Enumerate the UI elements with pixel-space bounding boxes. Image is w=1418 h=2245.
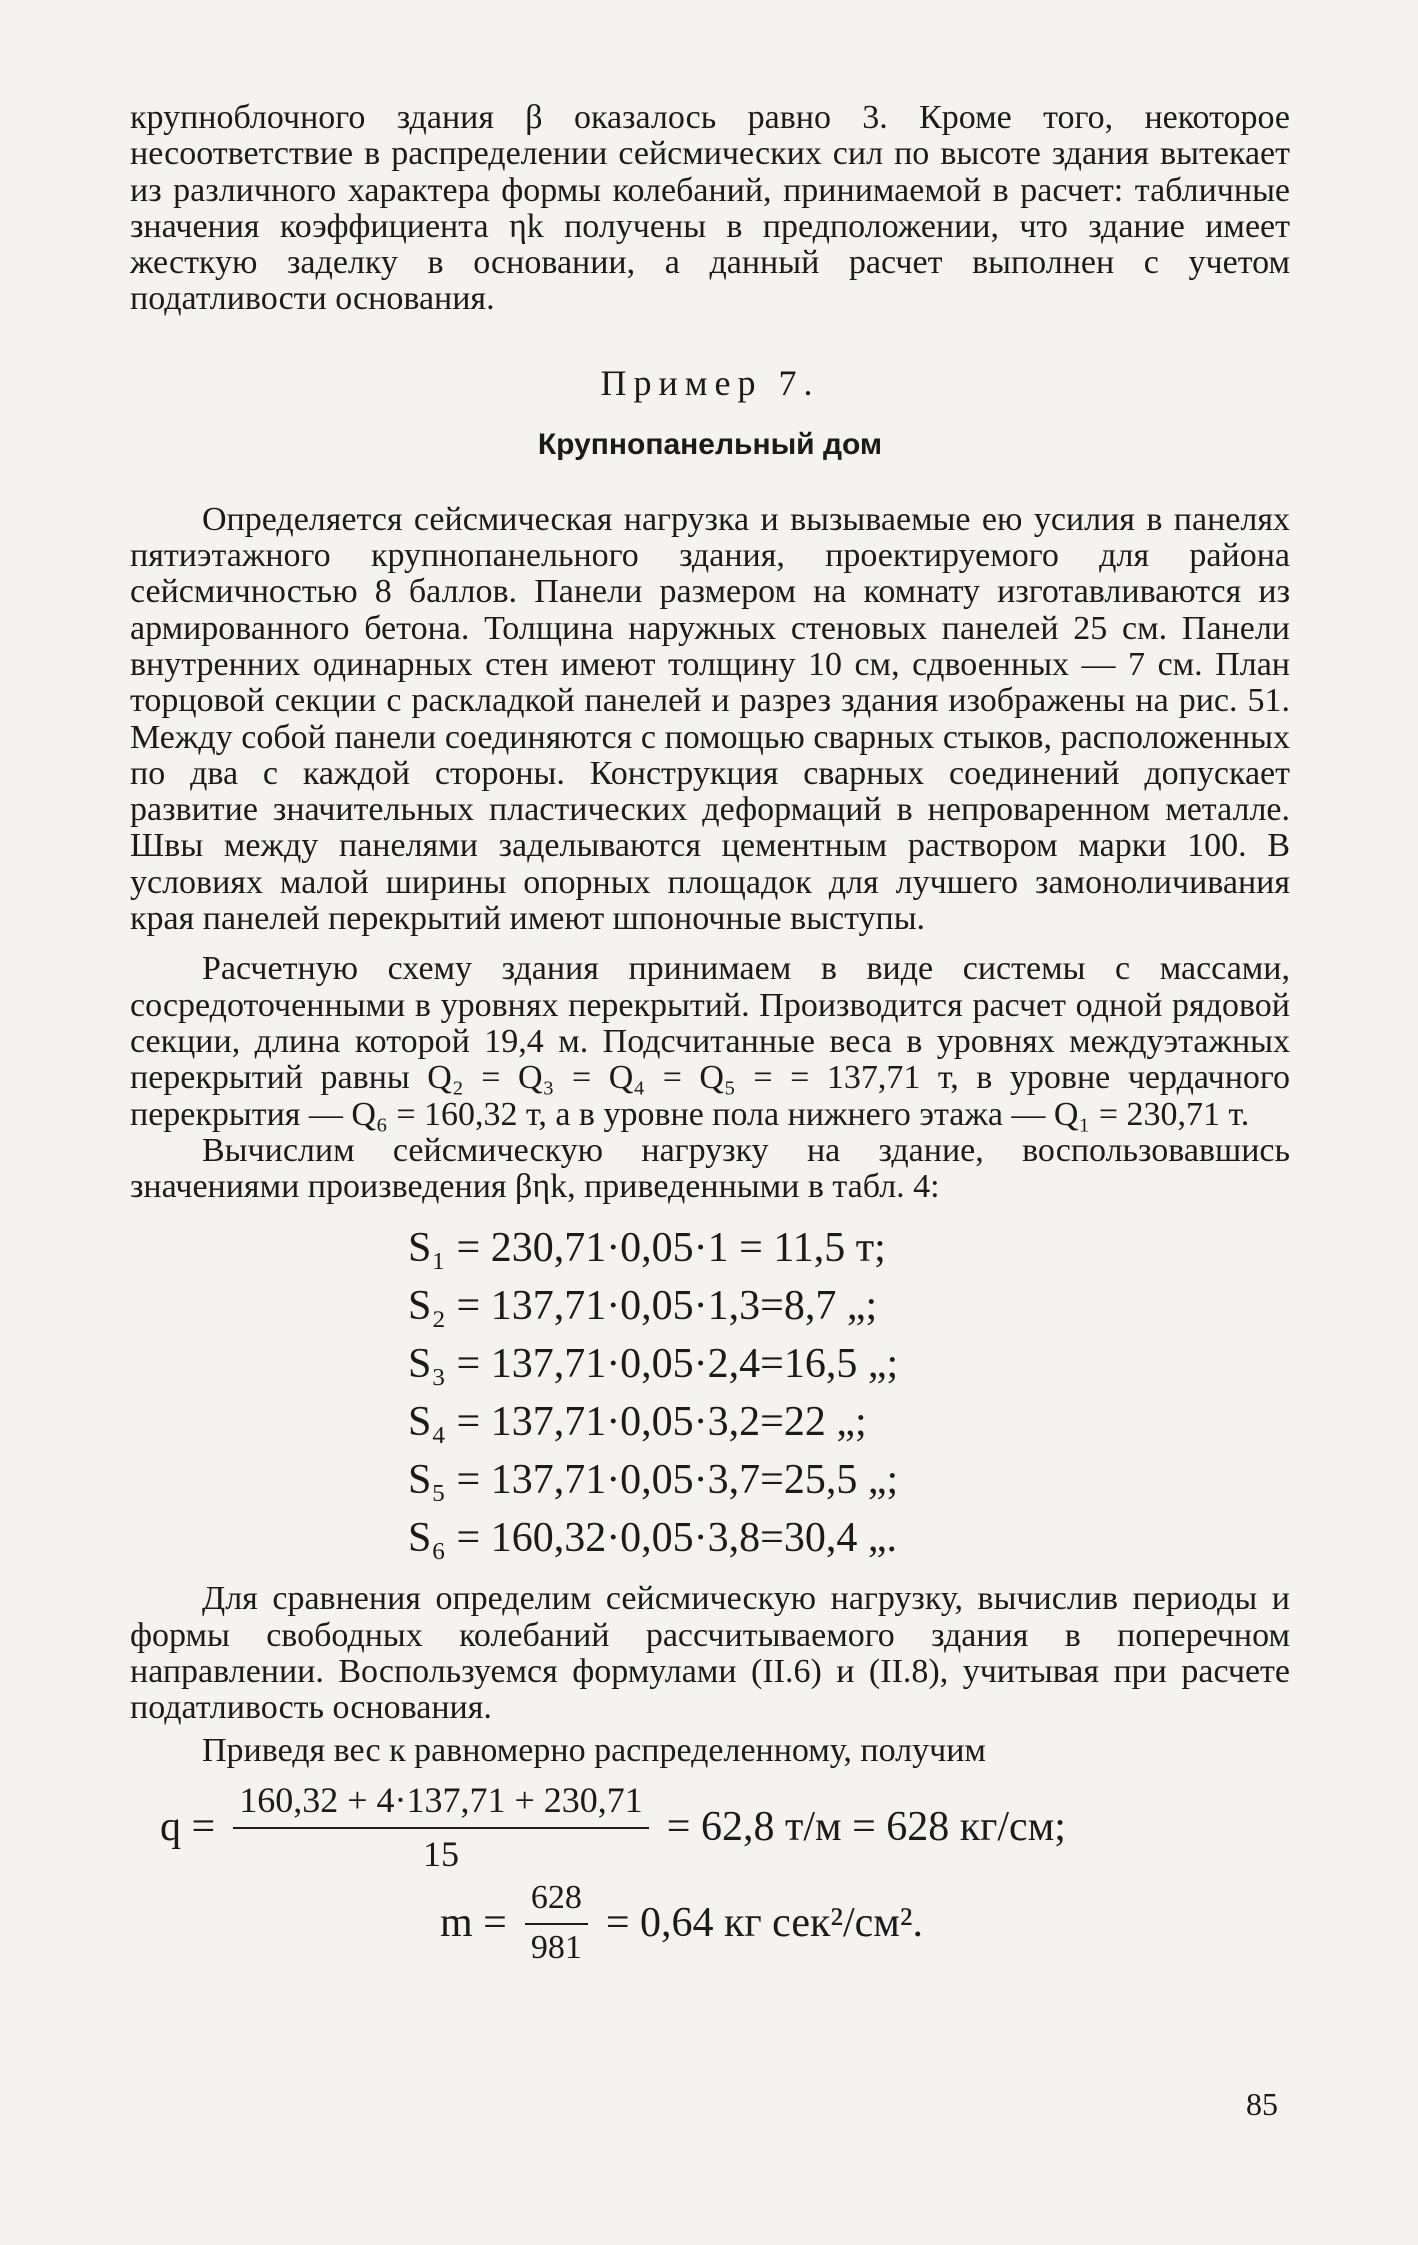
formula-q xyxy=(160,1779,1290,1875)
page-body xyxy=(130,100,1290,1967)
equation-s1: S₁ = 230,71·0,05·1 = 11,5 т; xyxy=(408,1225,886,1272)
equation-s3: S₃ = 137,71·0,05·2,4=16,5 „; xyxy=(408,1341,899,1388)
section-title: Крупнопанельный дом xyxy=(537,427,883,461)
formula-m-fraction xyxy=(525,1879,588,1967)
formula-q-numerator: 160,32 + 4·137,71 + 230,71 xyxy=(233,1779,649,1829)
example-label: Пример 7. xyxy=(600,362,820,403)
formula-m-denominator: 981 xyxy=(530,1928,582,1966)
equation-s5: S₅ = 137,71·0,05·3,7=25,5 „; xyxy=(408,1457,899,1504)
intro-paragraph: крупноблочного здания β оказалось равно 3. Кроме того, некоторое несоответствие в распределении сейсмических сил по высоте здания вытекает из различного характера формы колебаний, принимаемой в расчет: табличные значения коэффициента ηk получены в предположении, что здание имеет жесткую заделку в основании, а данный расчет выполнен с учетом податливости основания. xyxy=(130,99,1290,318)
formula-m xyxy=(440,1879,1290,1967)
page-number: 85 xyxy=(1246,2086,1278,2122)
formula-m-rhs: = 0,64 кг сек²/см². xyxy=(605,1899,923,1946)
paragraph-design-scheme: Расчетную схему здания принимаем в виде системы с массами, сосредоточенными в уровнях перекрытий. Производится расчет одной рядовой секции, длина которой 19,4 м. Подсчитанные веса в уровнях междуэтажных перекрытий равны Q₂ = Q₃ = Q₄ = Q₅ = = 137,71 т, в уровне чердачного перекрытия — Q₆ = 160,32 т, а в уровне пола нижнего этажа — Q₁ = 230,71 т. xyxy=(130,950,1290,1133)
load-equations xyxy=(408,1219,1290,1567)
equation-s4: S₄ = 137,71·0,05·3,2=22 „; xyxy=(408,1399,867,1446)
paragraph-description: Определяется сейсмическая нагрузка и вызываемые ею усилия в панелях пятиэтажного крупнопанельного здания, проектируемого для района сейсмичностью 8 баллов. Панели размером на комнату изготавливаются из армированного бетона. Толщина наружных стеновых панелей 25 см. Панели внутренних одинарных стен имеют толщину 10 см, сдвоенных — 7 см. План торцовой секции с раскладкой панелей и разрез здания изображены на рис. 51. Между собой панели соединяются с помощью сварных стыков, расположенных по два с каждой стороны. Конструкция сварных соединений допускает развитие значительных пластических деформаций в непроваренном металле. Швы между панелями заделываются цементным раствором марки 100. В условиях малой ширины опорных площадок для лучшего замоноличивания края панелей перекрытий имеют шпоночные выступы. xyxy=(130,500,1290,938)
formula-q-fraction xyxy=(233,1779,649,1875)
paragraph-comparison: Для сравнения определим сейсмическую нагрузку, вычислив периоды и формы свободных колебаний рассчитываемого здания в поперечном направлении. Воспользуемся формулами (II.6) и (II.8), учитывая при расчете податливость основания. xyxy=(130,1580,1290,1727)
equation-s6: S₆ = 160,32·0,05·3,8=30,4 „. xyxy=(408,1515,897,1562)
formula-q-denominator: 15 xyxy=(422,1833,459,1874)
paragraph-seismic-load: Вычислим сейсмическую нагрузку на здание, воспользовавшись значениями произведения βηk, приведенными в табл. 4: xyxy=(130,1131,1290,1206)
formula-q-lhs: q = xyxy=(160,1803,216,1850)
paragraph-distributed: Приведя вес к равномерно распределенному, получим xyxy=(202,1731,986,1769)
equation-s2: S₂ = 137,71·0,05·1,3=8,7 „; xyxy=(408,1283,878,1330)
formula-m-numerator: 628 xyxy=(525,1879,588,1925)
formula-q-rhs: = 62,8 т/м = 628 кг/см; xyxy=(666,1803,1066,1850)
formula-m-lhs: m = xyxy=(440,1899,507,1946)
